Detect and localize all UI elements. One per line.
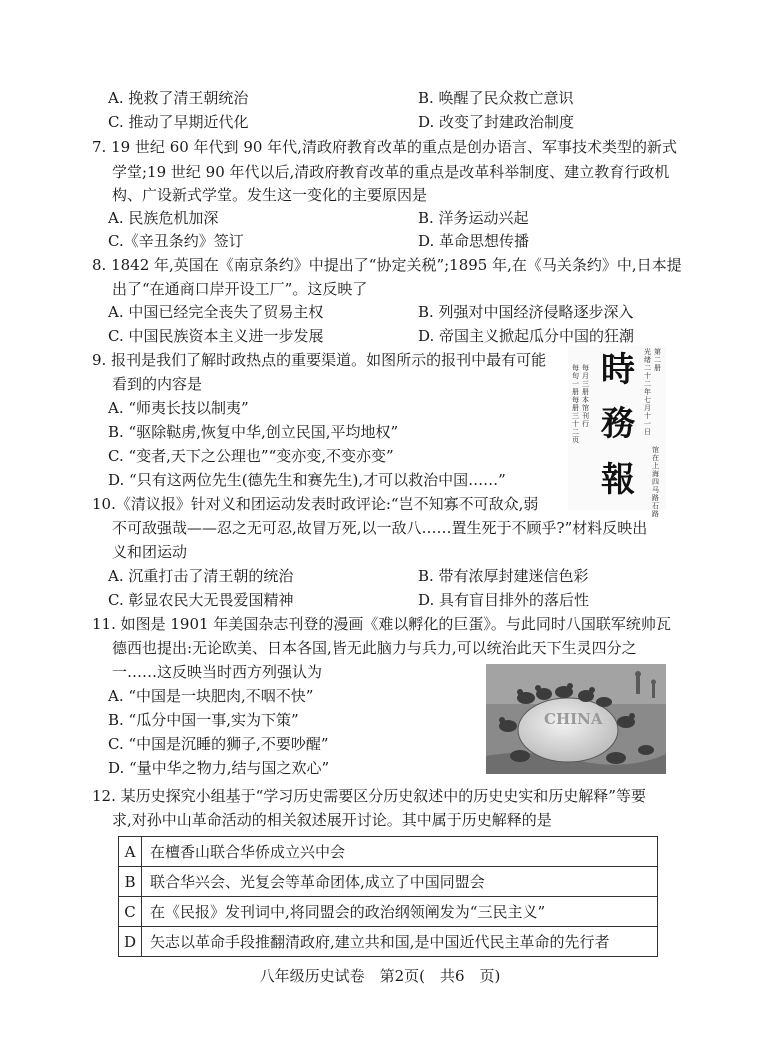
- q9-stem-line-2: 看到的内容是: [112, 375, 203, 393]
- q11-option-d: D. “量中华之物力,结与国之欢心”: [108, 759, 330, 777]
- q11-stem-line-3: 一……这反映当时西方列强认为: [112, 663, 323, 681]
- q10-stem-line-3: 义和团运动: [112, 543, 188, 561]
- q12-row-text: 矢志以革命手段推翻清政府,建立共和国,是中国近代民主革命的先行者: [142, 927, 658, 957]
- table-row: [119, 837, 658, 867]
- q12-stem-line-1: 12. 某历史探究小组基于“学习历史需要区分历史叙述中的历史史实和历史解释”等要: [92, 787, 646, 805]
- q12-row-key: B: [119, 867, 142, 897]
- q7-option-a: A. 民族危机加深: [108, 209, 219, 227]
- q8-stem-line-2: 出了“在通商口岸开设工厂”。这反映了: [112, 280, 368, 298]
- q11-stem-line-1: 11. 如图是 1901 年美国杂志刊登的漫画《难以孵化的巨蛋》。与此同时八国联军统帅瓦: [92, 615, 671, 633]
- q9-option-d: D. “只有这两位先生(德先生和赛先生),才可以救治中国……”: [108, 471, 506, 489]
- q7-option-c: C.《辛丑条约》签订: [108, 232, 244, 250]
- q8-option-c: C. 中国民族资本主义进一步发展: [108, 327, 324, 345]
- q7-stem-line-1: 7. 19 世纪 60 年代到 90 年代,清政府教育改革的重点是创办语言、军事技术类型的新式: [92, 138, 677, 156]
- q12-row-key: C: [119, 897, 142, 927]
- q7-option-b: B. 洋务运动兴起: [418, 209, 529, 227]
- table-row: [119, 927, 658, 957]
- q6-option-c: C. 推动了早期近代化: [108, 113, 249, 131]
- q8-option-b: B. 列强对中国经济侵略逐步深入: [418, 303, 634, 321]
- q11-stem-line-2: 德西也提出:无论欧美、日本各国,皆无此脑力与兵力,可以统治此天下生灵四分之: [112, 639, 637, 657]
- newspaper-issue: 第二册: [654, 348, 661, 372]
- cartoon-egg-label: CHINA: [544, 710, 603, 728]
- q12-row-text: 在檀香山联合华侨成立兴中会: [142, 837, 658, 867]
- q11-option-b: B. “瓜分中国一事,实为下策”: [108, 711, 299, 729]
- q6-option-a: A. 挽救了清王朝统治: [108, 89, 249, 107]
- q8-option-a: A. 中国已经完全丧失了贸易主权: [108, 303, 324, 321]
- table-row: [119, 897, 658, 927]
- q10-option-a: A. 沉重打击了清王朝的统治: [108, 567, 294, 585]
- newspaper-date: 光绪二十二年七月十一日: [644, 348, 651, 436]
- newspaper-title-char-2: 務: [601, 404, 635, 444]
- q8-option-d: D. 帝国主义掀起瓜分中国的狂潮: [418, 327, 635, 345]
- q9-option-a: A. “师夷长技以制夷”: [108, 399, 249, 417]
- newspaper-title-char-3: 報: [601, 460, 635, 500]
- q9-option-c: C. “变者,天下之公理也”“变亦变,不变亦变”: [108, 447, 394, 465]
- q12-row-key: A: [119, 837, 142, 867]
- q6-option-b: B. 唤醒了民众救亡意识: [418, 89, 574, 107]
- q8-stem-line-1: 8. 1842 年,英国在《南京条约》中提出了“协定关税”;1895 年,在《马关条约》中,日本提: [92, 256, 682, 274]
- q9-stem-line-1: 9. 报刊是我们了解时政热点的重要渠道。如图所示的报刊中最有可能: [92, 351, 547, 369]
- giant-egg-cartoon-image: [486, 664, 666, 774]
- q10-option-b: B. 带有浓厚封建迷信色彩: [418, 567, 589, 585]
- q12-stem-line-2: 求,对孙中山革命活动的相关叙述展开讨论。其中属于历史解释的是: [112, 811, 552, 829]
- shiwu-bao-newspaper-image: [568, 346, 666, 518]
- q12-row-key: D: [119, 927, 142, 957]
- page-footer: 八年级历史试卷 第2页( 共6 页): [259, 967, 501, 985]
- q11-option-a: A. “中国是一块肥肉,不咽不快”: [108, 687, 314, 705]
- newspaper-title-char-1: 時: [601, 350, 635, 390]
- newspaper-address: 馆在上海四马路石路: [652, 446, 659, 518]
- q10-option-d: D. 具有盲目排外的落后性: [418, 591, 590, 609]
- q12-row-text: 联合华兴会、光复会等革命团体,成立了中国同盟会: [142, 867, 658, 897]
- newspaper-col-1: 每旬一册每册三十二页: [572, 364, 579, 444]
- q12-options-table: [118, 836, 658, 957]
- q9-option-b: B. “驱除鞑虏,恢复中华,创立民国,平均地权”: [108, 423, 399, 441]
- q10-stem-line-2: 不可敌强哉——忍之无可忍,故冒万死,以一敌八……置生死于不顾乎?”材料反映出: [112, 519, 648, 537]
- q12-row-text: 在《民报》发刊词中,将同盟会的政治纲领阐发为“三民主义”: [142, 897, 658, 927]
- newspaper-col-2: 每月三册本馆刊行: [582, 364, 589, 428]
- table-row: [119, 867, 658, 897]
- q6-option-d: D. 改变了封建政治制度: [418, 113, 575, 131]
- q10-stem-line-1: 10.《清议报》针对义和团运动发表时政评论:“岂不知寡不可敌众,弱: [92, 495, 539, 513]
- q7-stem-line-2: 学堂;19 世纪 90 年代以后,清政府教育改革的重点是改革科举制度、建立教育行政机: [112, 163, 670, 181]
- q11-option-c: C. “中国是沉睡的狮子,不要吵醒”: [108, 735, 329, 753]
- q7-option-d: D. 革命思想传播: [418, 232, 530, 250]
- q7-stem-line-3: 构、广设新式学堂。发生这一变化的主要原因是: [112, 186, 428, 204]
- q10-option-c: C. 彰显农民大无畏爱国精神: [108, 591, 294, 609]
